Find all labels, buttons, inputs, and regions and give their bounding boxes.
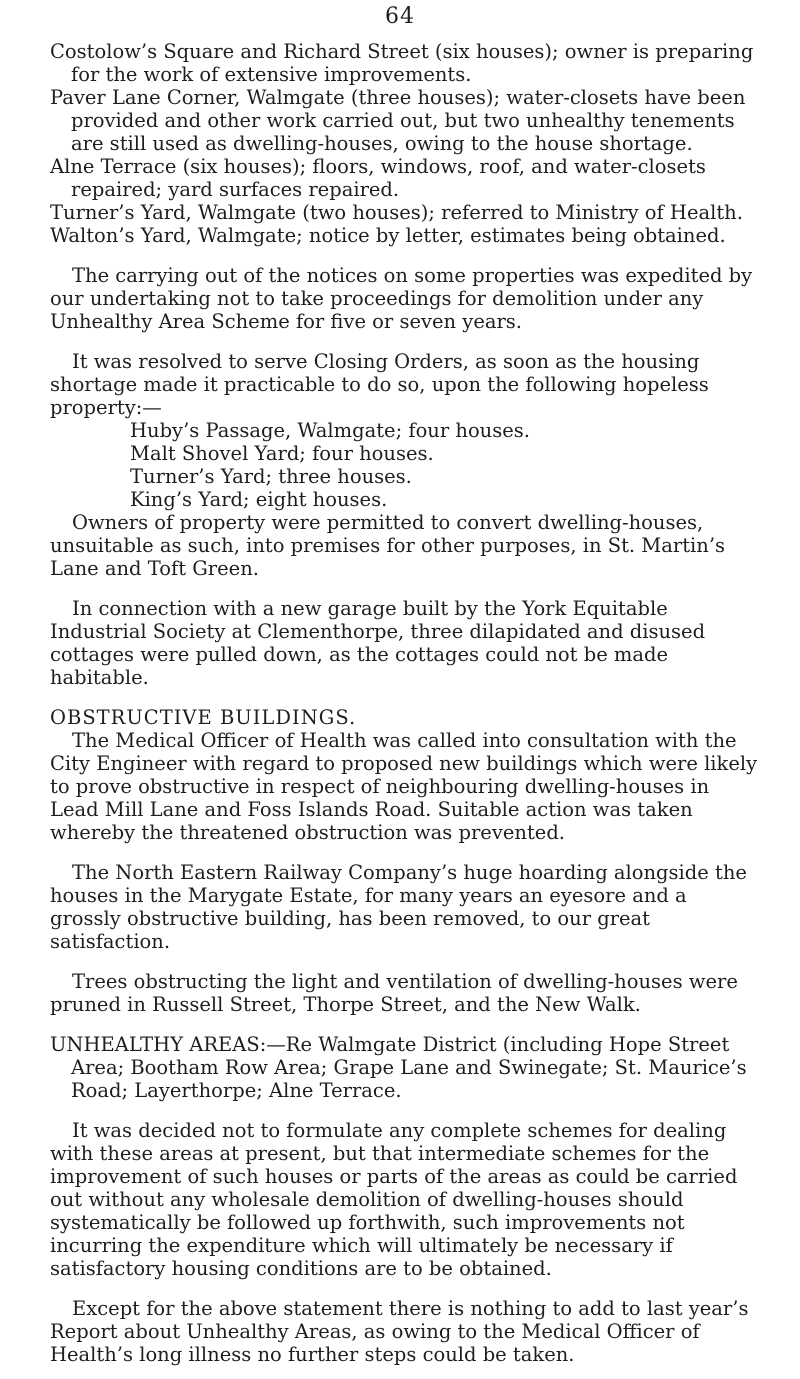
entry-waltons-yard: Walton’s Yard, Walmgate; notice by letter, estimates being obtained. xyxy=(50,224,726,247)
entry-alne-terrace: Alne Terrace (six houses); floors, windows, roof, and water-closets repaired; yard surfaces repaired. xyxy=(50,155,706,201)
paragraph-except: Except for the above statement there is nothing to add to last year’s Report about Unhealthy Areas, as owing to the Medical Officer of Health’s long illness no further steps could be taken. xyxy=(50,1297,749,1366)
section-heading-obstructive-buildings: OBSTRUCTIVE BUILDINGS. xyxy=(50,706,357,729)
paragraph-railway: The North Eastern Railway Company’s huge hoarding alongside the houses in the Marygate Estate, for many years an eyesore and a grossly obstructive building, has been removed, to our great satisfaction. xyxy=(50,861,747,953)
paragraph-decided: It was decided not to formulate any complete schemes for dealing with these areas at present, but that intermediate schemes for the improvement of such houses or parts of the areas as could be carried out without any wholesale demolition of dwelling-houses should systematically be followed up forthwith, such improvements not incurring the expenditure which will ultimately be necessary if satisfactory housing conditions are to be obtained. xyxy=(50,1119,738,1280)
entry-turners-yard: Turner’s Yard, Walmgate (two houses); referred to Ministry of Health. xyxy=(50,201,743,224)
paragraph-garage: In connection with a new garage built by the York Equitable Industrial Society at Clementhorpe, three dilapidated and disused cottages were pulled down, as the cottages could not be made habitable. xyxy=(50,597,706,689)
closing-list-item: Huby’s Passage, Walmgate; four houses. xyxy=(130,419,530,442)
closing-list-item: Turner’s Yard; three houses. xyxy=(130,465,412,488)
entry-paver-lane: Paver Lane Corner, Walmgate (three houses); water-closets have been provided and other work carried out, but two unhealthy tenements are still used as dwelling-houses, owing to the house shortage. xyxy=(50,86,746,155)
page-number: 64 xyxy=(385,4,415,29)
paragraph-owners: Owners of property were permitted to convert dwelling-houses, unsuitable as such, into premises for other purposes, in St. Martin’s Lane and Toft Green. xyxy=(50,511,726,580)
paragraph-unhealthy-areas: UNHEALTHY AREAS:—Re Walmgate District (including Hope Street Area; Bootham Row Area; Grape Lane and Swinegate; St. Maurice’s Road; Layerthorpe; Alne Terrace. xyxy=(50,1033,747,1102)
paragraph-notices: The carrying out of the notices on some properties was expedited by our undertaking not to take proceedings for demolition under any Unhealthy Area Scheme for five or seven years. xyxy=(50,264,753,333)
paragraph-medical-officer: The Medical Officer of Health was called into consultation with the City Engineer with regard to proposed new buildings which were likely to prove obstructive in respect of neighbouring dwelling-houses in Lead Mill Lane and Foss Islands Road. Suitable action was taken whereby the threatened obstruction was prevented. xyxy=(50,729,758,844)
paragraph-trees: Trees obstructing the light and ventilation of dwelling-houses were pruned in Russell Street, Thorpe Street, and the New Walk. xyxy=(50,970,738,1016)
closing-list-item: King’s Yard; eight houses. xyxy=(130,488,388,511)
paragraph-closing-orders: It was resolved to serve Closing Orders, as soon as the housing shortage made it practicable to do so, upon the following hopeless property:— xyxy=(50,350,709,419)
entry-costolows-square: Costolow’s Square and Richard Street (six houses); owner is preparing for the work of extensive improvements. xyxy=(50,40,754,86)
page-body xyxy=(0,40,800,1366)
closing-list-item: Malt Shovel Yard; four houses. xyxy=(130,442,434,465)
